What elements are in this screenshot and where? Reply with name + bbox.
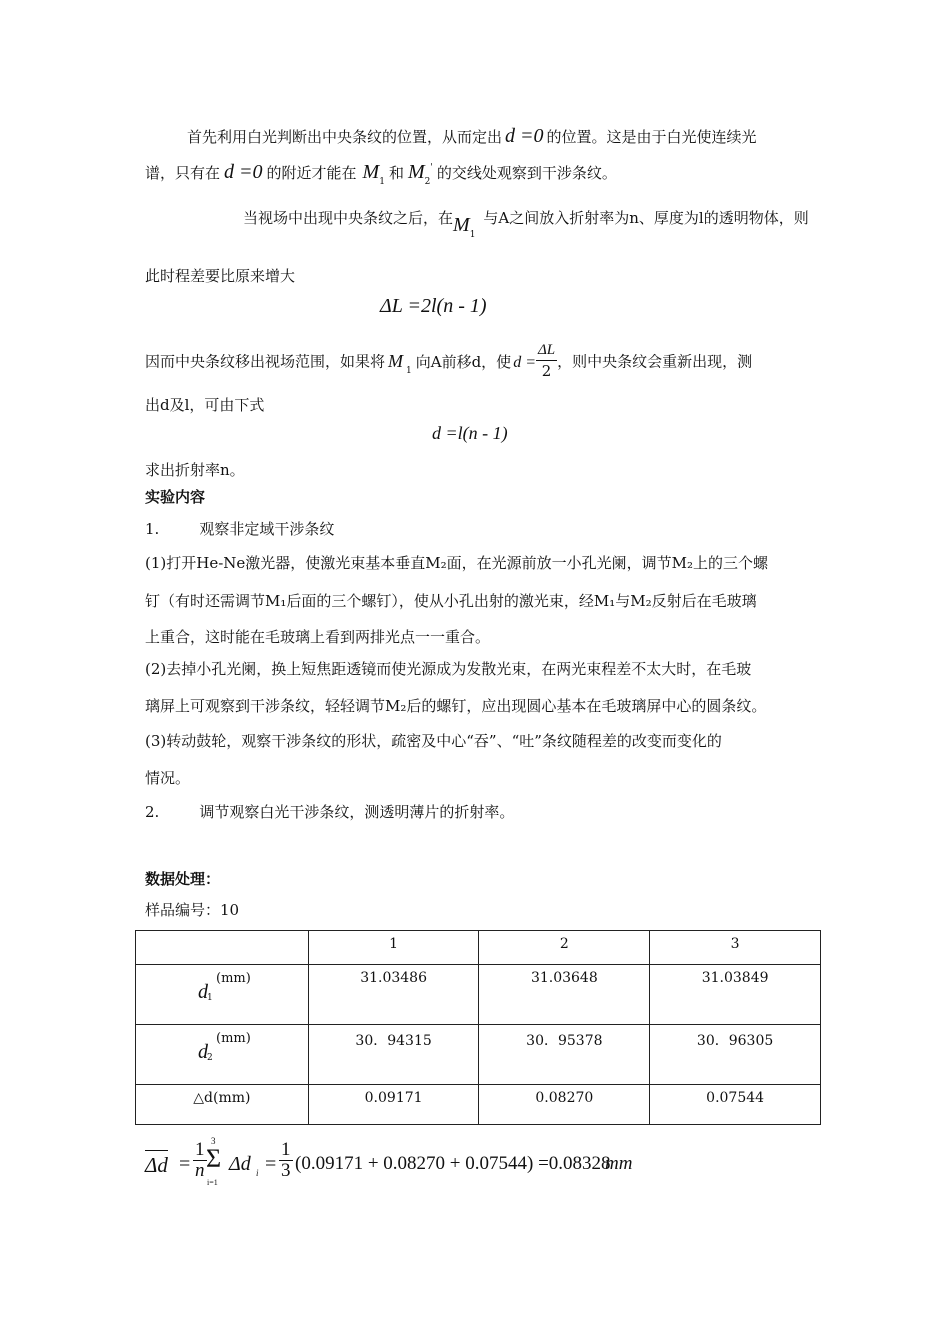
text: 和: [388, 164, 404, 182]
step3-line2: 情况。: [145, 769, 191, 787]
text: 与A之间放入折射率为n、厚度为l的透明物体，则: [483, 209, 809, 227]
table-cell: 31.03849: [650, 965, 821, 1025]
symbol-m2: M: [407, 161, 425, 183]
var-d: d: [198, 1041, 208, 1063]
table-header-row: [136, 931, 821, 965]
row-label-delta-d: △d(mm): [136, 1085, 309, 1125]
text: 首先利用白光判断出中央条纹的位置，从而定出: [187, 128, 503, 146]
text: 当视场中出现中央条纹之后，在: [243, 209, 454, 227]
item-number: 2.: [145, 803, 160, 821]
table-cell: 31.03486: [308, 965, 479, 1025]
table-header-cell: 3: [650, 931, 821, 965]
para3-line2: 出d及l，可由下式: [145, 396, 265, 414]
section-title: 实验内容: [145, 488, 206, 506]
table-header-cell: [136, 931, 309, 965]
fraction-delta-l-over-2: [536, 340, 557, 381]
table-cell: 30．96305: [650, 1025, 821, 1085]
step1-line2: 钉（有时还需调节M₁后面的三个螺钉），使从小孔出射的激光束，经M₁与M₂反射后在毛玻璃: [145, 592, 757, 610]
para1-line1: [187, 126, 757, 147]
text: 向A前移d，使: [415, 352, 512, 371]
sum-symbol: Σ: [206, 1144, 222, 1173]
item1: [145, 519, 334, 539]
term-subscript: i: [256, 1168, 259, 1178]
equals-sign: =: [179, 1153, 191, 1175]
symbol-m1: M: [453, 214, 470, 236]
equation-d-zero: d =0: [505, 125, 544, 147]
equation-delta-l: [380, 295, 487, 318]
symbol-m1: M: [362, 161, 380, 183]
para2-line2: 此时程差要比原来增大: [145, 267, 296, 285]
table-header-cell: 2: [479, 931, 650, 965]
fraction-numerator: 1: [195, 1139, 205, 1160]
table-cell: 30．95378: [479, 1025, 650, 1085]
para4: 求出折射率n。: [145, 461, 245, 479]
fraction-1-over-3: [279, 1140, 293, 1181]
fraction-denominator: n: [195, 1160, 205, 1181]
equation-d: [432, 423, 508, 444]
item-text: 观察非定域干涉条纹: [199, 520, 335, 538]
sample-label: 样品编号：10: [145, 901, 240, 919]
text: ，则中央条纹会重新出现，测: [557, 352, 753, 371]
table-row: [136, 1085, 821, 1125]
term-delta-d: Δd: [229, 1153, 251, 1175]
sum-upper: 3: [211, 1136, 216, 1146]
table-cell: 0.08270: [479, 1085, 650, 1125]
equation-d-zero: d =0: [224, 161, 263, 183]
fraction-denominator: 2: [541, 362, 552, 380]
fraction-numerator: 1: [281, 1139, 291, 1160]
equals-sign: =: [265, 1153, 277, 1175]
table-cell: 31.03648: [479, 965, 650, 1025]
para2-line1: [243, 207, 809, 240]
table-cell: 0.07544: [650, 1085, 821, 1125]
text: 的附近才能在: [266, 164, 357, 182]
data-table: [135, 930, 821, 1125]
item2: [145, 802, 514, 822]
fraction-denominator: 3: [281, 1160, 291, 1181]
table-cell: 0.09171: [308, 1085, 479, 1125]
sum-lower: i=1: [207, 1178, 218, 1187]
table-header-cell: 1: [308, 931, 479, 965]
unit: (mm): [216, 1031, 251, 1046]
fraction-lhs: d =: [513, 353, 536, 371]
para1-line2: [145, 162, 617, 186]
subscript: 2: [424, 177, 431, 187]
step1-line1: (1)打开He-Ne激光器，使激光束基本垂直M₂面，在光源前放一小孔光阑，调节M₂上的三个螺: [145, 554, 769, 572]
para3-line1: [145, 342, 752, 383]
equation-text: ΔL =2l(n - 1): [380, 295, 487, 317]
unit-mm: mm: [605, 1153, 633, 1174]
subscript: 1: [406, 365, 412, 376]
var-d: d: [198, 981, 208, 1003]
fraction-numerator: ΔL: [536, 340, 557, 361]
step3-line1: (3)转动鼓轮，观察干涉条纹的形状，疏密及中心“吞”、“吐”条纹随程差的改变而变化的: [145, 732, 722, 750]
text: 的位置。这是由于白光使连续光: [546, 128, 757, 146]
subscript: 1: [379, 177, 385, 187]
subscript: 1: [469, 230, 476, 240]
table-row: [136, 1025, 821, 1085]
unit: (mm): [216, 971, 251, 986]
mean-delta-d: Δd: [145, 1150, 168, 1178]
row-label-d1: [136, 965, 309, 1025]
subscript: 1: [207, 993, 213, 1003]
subscript: 2: [207, 1053, 213, 1063]
table-cell: 30．94315: [308, 1025, 479, 1085]
table-row: [136, 965, 821, 1025]
fraction-1-over-n: [193, 1140, 207, 1181]
item-number: 1.: [145, 520, 160, 538]
prime-mark: ': [430, 163, 433, 173]
symbol-m1: M: [388, 350, 404, 371]
data-title: 数据处理：: [145, 870, 221, 888]
equation-text: d =l(n - 1): [432, 423, 508, 443]
text: 谱，只有在: [145, 164, 221, 182]
row-label-d2: [136, 1025, 309, 1085]
step2-line1: (2)去掉小孔光阑，换上短焦距透镜而使光源成为发散光束，在两光束程差不太大时，在毛玻: [145, 660, 752, 678]
item-text: 调节观察白光干涉条纹，测透明薄片的折射率。: [199, 803, 515, 821]
text: 的交线处观察到干涉条纹。: [436, 164, 617, 182]
step2-line2: 璃屏上可观察到干涉条纹，轻轻调节M₂后的螺钉，应出现圆心基本在毛玻璃屏中心的圆条纹。: [145, 697, 767, 715]
text: 因而中央条纹移出视场范围，如果将: [145, 352, 386, 371]
step1-line3: 上重合，这时能在毛玻璃上看到两排光点一一重合。: [145, 628, 491, 646]
sum-expansion: (0.09171 + 0.08270 + 0.07544) =0.08328: [295, 1153, 611, 1174]
